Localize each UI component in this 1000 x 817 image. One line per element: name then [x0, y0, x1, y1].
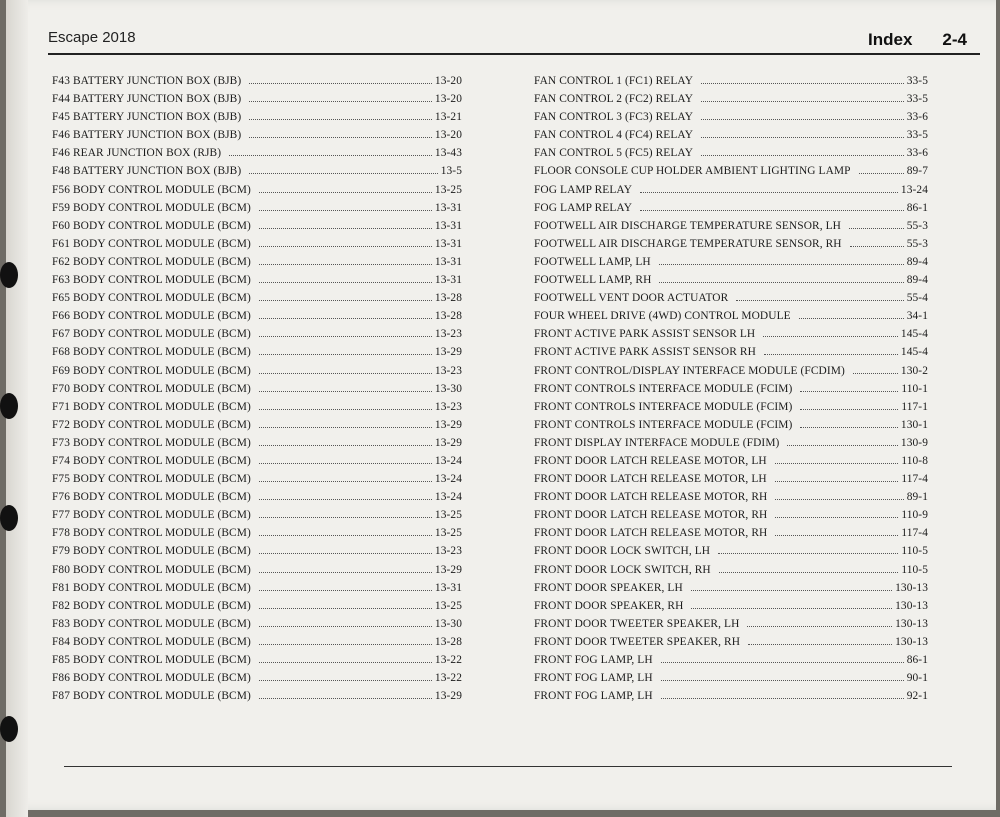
entry-name: F78 BODY CONTROL MODULE (BCM): [52, 527, 251, 540]
index-entry: [534, 509, 928, 527]
entry-name: FRONT DOOR LATCH RELEASE MOTOR, RH: [534, 509, 768, 522]
entry-page-ref: 13-24: [434, 454, 462, 467]
index-entry: [534, 111, 928, 129]
entry-page-ref: 117-4: [901, 527, 928, 540]
dot-leader: [259, 409, 432, 410]
index-entry: [534, 220, 928, 238]
index-entry: [534, 654, 928, 672]
entry-page-ref: 130-13: [895, 599, 928, 612]
entry-page-ref: 130-2: [900, 364, 928, 377]
dot-leader: [259, 463, 432, 464]
index-entry: [52, 75, 462, 93]
dot-leader: [259, 445, 432, 446]
entry-name: FRONT DOOR LOCK SWITCH, LH: [534, 545, 711, 558]
index-entry: [534, 401, 928, 419]
entry-name: FAN CONTROL 4 (FC4) RELAY: [534, 129, 694, 142]
entry-name: F70 BODY CONTROL MODULE (BCM): [52, 382, 251, 395]
dot-leader: [249, 119, 432, 120]
entry-name: FRONT DOOR LATCH RELEASE MOTOR, RH: [534, 491, 768, 504]
dot-leader: [775, 535, 898, 536]
binder-hole: [0, 393, 18, 419]
entry-page-ref: 13-24: [434, 491, 462, 504]
index-entry: [534, 383, 928, 401]
dot-leader: [259, 698, 432, 699]
dot-leader: [259, 300, 432, 301]
dot-leader: [259, 608, 432, 609]
dot-leader: [249, 137, 432, 138]
entry-page-ref: 110-5: [901, 563, 928, 576]
dot-leader: [249, 83, 432, 84]
entry-name: F67 BODY CONTROL MODULE (BCM): [52, 328, 251, 341]
entry-page-ref: 90-1: [906, 672, 928, 685]
dot-leader: [259, 318, 432, 319]
entry-page-ref: 13-29: [434, 436, 462, 449]
dot-leader: [859, 173, 904, 174]
entry-name: FAN CONTROL 3 (FC3) RELAY: [534, 111, 694, 124]
entry-page-ref: 110-1: [901, 382, 928, 395]
entry-page-ref: 13-31: [434, 581, 462, 594]
entry-name: F65 BODY CONTROL MODULE (BCM): [52, 292, 251, 305]
entry-page-ref: 13-30: [434, 617, 462, 630]
entry-name: FRONT FOG LAMP, LH: [534, 690, 653, 703]
index-entry: [52, 600, 462, 618]
entry-name: FRONT DOOR LOCK SWITCH, RH: [534, 563, 711, 576]
entry-page-ref: 110-5: [901, 545, 928, 558]
dot-leader: [661, 680, 904, 681]
entry-name: F73 BODY CONTROL MODULE (BCM): [52, 436, 251, 449]
entry-page-ref: 13-30: [434, 382, 462, 395]
dot-leader: [259, 228, 432, 229]
entry-page-ref: 110-8: [901, 454, 928, 467]
index-entry: [52, 636, 462, 654]
entry-page-ref: 13-29: [434, 563, 462, 576]
entry-name: F62 BODY CONTROL MODULE (BCM): [52, 255, 251, 268]
dot-leader: [259, 481, 432, 482]
index-entry: [52, 473, 462, 491]
entry-name: FRONT ACTIVE PARK ASSIST SENSOR RH: [534, 346, 756, 359]
index-entry: [52, 256, 462, 274]
index-entry: [52, 672, 462, 690]
entry-page-ref: 13-23: [434, 328, 462, 341]
entry-page-ref: 13-31: [434, 237, 462, 250]
index-entry: [534, 365, 928, 383]
section-title: Index: [868, 30, 913, 49]
index-entry: [534, 618, 928, 636]
entry-name: FRONT CONTROL/DISPLAY INTERFACE MODULE (FCDIM): [534, 364, 845, 377]
index-entry: [534, 202, 928, 220]
entry-page-ref: 13-28: [434, 292, 462, 305]
entry-name: F81 BODY CONTROL MODULE (BCM): [52, 581, 251, 594]
entry-page-ref: 13-20: [434, 129, 462, 142]
entry-page-ref: 130-13: [895, 635, 928, 648]
binder-hole: [0, 505, 18, 531]
index-entry: [52, 419, 462, 437]
entry-name: F69 BODY CONTROL MODULE (BCM): [52, 364, 251, 377]
dot-leader: [229, 155, 432, 156]
dot-leader: [799, 318, 904, 319]
entry-name: F59 BODY CONTROL MODULE (BCM): [52, 201, 251, 214]
entry-page-ref: 33-5: [906, 129, 928, 142]
index-entry: [534, 419, 928, 437]
entry-name: F60 BODY CONTROL MODULE (BCM): [52, 219, 251, 232]
dot-leader: [249, 101, 432, 102]
index-entry: [534, 582, 928, 600]
index-entry: [52, 437, 462, 455]
index-entry: [52, 93, 462, 111]
index-entry: [52, 564, 462, 582]
entry-page-ref: 130-1: [900, 418, 928, 431]
entry-page-ref: 13-31: [434, 201, 462, 214]
index-entry: [534, 292, 928, 310]
dot-leader: [259, 626, 432, 627]
entry-page-ref: 117-1: [901, 400, 928, 413]
entry-page-ref: 89-7: [906, 165, 928, 178]
dot-leader: [701, 101, 904, 102]
dot-leader: [701, 137, 904, 138]
entry-page-ref: 13-29: [434, 346, 462, 359]
index-entry: [534, 256, 928, 274]
entry-page-ref: 13-31: [434, 274, 462, 287]
index-entry: [534, 274, 928, 292]
index-entry: [52, 111, 462, 129]
dot-leader: [853, 373, 898, 374]
dot-leader: [259, 662, 432, 663]
entry-name: F85 BODY CONTROL MODULE (BCM): [52, 654, 251, 666]
index-entry: [534, 129, 928, 147]
index-entry: [52, 147, 462, 165]
dot-leader: [701, 119, 904, 120]
entry-page-ref: 13-25: [434, 599, 462, 612]
entry-name: FRONT CONTROLS INTERFACE MODULE (FCIM): [534, 382, 793, 395]
index-column-right: [534, 75, 928, 708]
index-entry: [52, 165, 462, 183]
index-entry: [534, 473, 928, 491]
dot-leader: [259, 210, 432, 211]
dot-leader: [259, 373, 432, 374]
index-entry: [534, 564, 928, 582]
dot-leader: [259, 282, 432, 283]
entry-name: F79 BODY CONTROL MODULE (BCM): [52, 545, 251, 558]
index-entry: [534, 491, 928, 509]
entry-page-ref: 145-4: [900, 346, 928, 359]
entry-page-ref: 13-25: [434, 183, 462, 196]
entry-name: FRONT DOOR TWEETER SPEAKER, LH: [534, 617, 740, 630]
index-entry: [534, 165, 928, 183]
entry-page-ref: 13-29: [434, 690, 462, 703]
entry-name: FOOTWELL AIR DISCHARGE TEMPERATURE SENSOR, RH: [534, 237, 842, 250]
entry-name: F56 BODY CONTROL MODULE (BCM): [52, 183, 251, 196]
footer-rule: [64, 766, 952, 767]
binder-hole: [0, 716, 18, 742]
entry-name: F63 BODY CONTROL MODULE (BCM): [52, 274, 251, 287]
dot-leader: [800, 391, 898, 392]
dot-leader: [259, 336, 432, 337]
entry-page-ref: 89-4: [906, 255, 928, 268]
dot-leader: [259, 192, 432, 193]
entry-name: F68 BODY CONTROL MODULE (BCM): [52, 346, 251, 359]
entry-page-ref: 33-6: [906, 111, 928, 124]
dot-leader: [259, 354, 432, 355]
dot-leader: [800, 409, 898, 410]
dot-leader: [259, 572, 432, 573]
entry-page-ref: 86-1: [906, 201, 928, 214]
entry-page-ref: 110-9: [901, 509, 928, 522]
index-entry: [52, 346, 462, 364]
index-entry: [534, 75, 928, 93]
dot-leader: [775, 499, 903, 500]
entry-page-ref: 86-1: [906, 654, 928, 666]
dot-leader: [736, 300, 903, 301]
entry-page-ref: 13-25: [434, 509, 462, 522]
index-entry: [52, 545, 462, 563]
index-entry: [52, 491, 462, 509]
entry-name: FRONT DOOR LATCH RELEASE MOTOR, RH: [534, 527, 768, 540]
index-entry: [534, 437, 928, 455]
dot-leader: [259, 264, 432, 265]
index-entry: [534, 636, 928, 654]
entry-name: FOOTWELL LAMP, RH: [534, 274, 652, 287]
entry-name: FOG LAMP RELAY: [534, 201, 633, 214]
entry-page-ref: 130-13: [895, 617, 928, 630]
entry-page-ref: 33-5: [906, 93, 928, 106]
entry-name: FRONT DOOR LATCH RELEASE MOTOR, LH: [534, 454, 767, 467]
page-number: 2-4: [942, 30, 967, 49]
dot-leader: [691, 608, 892, 609]
dot-leader: [718, 553, 898, 554]
entry-page-ref: 130-13: [895, 581, 928, 594]
entry-page-ref: 55-4: [906, 292, 928, 305]
entry-name: FAN CONTROL 2 (FC2) RELAY: [534, 93, 694, 106]
index-entry: [534, 600, 928, 618]
entry-page-ref: 33-5: [906, 75, 928, 87]
entry-name: FRONT ACTIVE PARK ASSIST SENSOR LH: [534, 328, 756, 341]
dot-leader: [259, 499, 432, 500]
dot-leader: [849, 228, 904, 229]
index-entry: [534, 184, 928, 202]
dot-leader: [640, 192, 898, 193]
entry-name: FRONT FOG LAMP, LH: [534, 672, 653, 685]
entry-name: F84 BODY CONTROL MODULE (BCM): [52, 635, 251, 648]
entry-name: F72 BODY CONTROL MODULE (BCM): [52, 418, 251, 431]
dot-leader: [691, 590, 892, 591]
index-entry: [534, 93, 928, 111]
index-entry: [52, 582, 462, 600]
dot-leader: [763, 336, 898, 337]
entry-name: F74 BODY CONTROL MODULE (BCM): [52, 454, 251, 467]
dot-leader: [800, 427, 898, 428]
entry-page-ref: 13-29: [434, 418, 462, 431]
index-entry: [534, 672, 928, 690]
index-entry: [534, 328, 928, 346]
dot-leader: [775, 463, 899, 464]
entry-page-ref: 33-6: [906, 147, 928, 160]
index-entry: [534, 527, 928, 545]
header-rule: [48, 53, 980, 55]
dot-leader: [764, 354, 898, 355]
entry-name: FOOTWELL LAMP, LH: [534, 255, 651, 268]
index-entry: [52, 527, 462, 545]
entry-name: F44 BATTERY JUNCTION BOX (BJB): [52, 93, 242, 106]
entry-name: F45 BATTERY JUNCTION BOX (BJB): [52, 111, 242, 124]
entry-name: F75 BODY CONTROL MODULE (BCM): [52, 473, 251, 486]
dot-leader: [719, 572, 899, 573]
dot-leader: [259, 391, 432, 392]
entry-name: FLOOR CONSOLE CUP HOLDER AMBIENT LIGHTING LAMP: [534, 165, 851, 178]
dot-leader: [259, 590, 432, 591]
entry-page-ref: 13-24: [434, 473, 462, 486]
entry-page-ref: 13-25: [434, 527, 462, 540]
index-entry: [52, 238, 462, 256]
dot-leader: [259, 427, 432, 428]
entry-name: FRONT DOOR LATCH RELEASE MOTOR, LH: [534, 473, 767, 486]
entry-page-ref: 92-1: [906, 690, 928, 703]
entry-name: F61 BODY CONTROL MODULE (BCM): [52, 237, 251, 250]
entry-name: F77 BODY CONTROL MODULE (BCM): [52, 509, 251, 522]
entry-name: FRONT CONTROLS INTERFACE MODULE (FCIM): [534, 418, 793, 431]
entry-name: FRONT DOOR TWEETER SPEAKER, RH: [534, 635, 741, 648]
entry-page-ref: 13-24: [900, 183, 928, 196]
entry-name: F76 BODY CONTROL MODULE (BCM): [52, 491, 251, 504]
dot-leader: [659, 282, 903, 283]
index-entry: [52, 455, 462, 473]
entry-name: FRONT DOOR SPEAKER, RH: [534, 599, 684, 612]
index-entry: [52, 274, 462, 292]
entry-page-ref: 55-3: [906, 219, 928, 232]
entry-page-ref: 55-3: [906, 237, 928, 250]
entry-page-ref: 13-23: [434, 364, 462, 377]
index-entry: [52, 202, 462, 220]
index-column-left: [52, 75, 462, 708]
entry-page-ref: 13-20: [434, 93, 462, 106]
page-header-right: [868, 30, 967, 50]
entry-page-ref: 145-4: [900, 328, 928, 341]
entry-page-ref: 130-9: [900, 436, 928, 449]
entry-name: FRONT CONTROLS INTERFACE MODULE (FCIM): [534, 400, 793, 413]
manual-page: [6, 0, 996, 810]
entry-name: FOOTWELL VENT DOOR ACTUATOR: [534, 292, 729, 305]
document-title: Escape 2018: [48, 29, 136, 46]
entry-name: F48 BATTERY JUNCTION BOX (BJB): [52, 165, 242, 178]
entry-name: FRONT DOOR SPEAKER, LH: [534, 581, 683, 594]
binder-hole: [0, 262, 18, 288]
entry-page-ref: 117-4: [901, 473, 928, 486]
entry-page-ref: 13-22: [434, 654, 462, 666]
entry-page-ref: 13-28: [434, 310, 462, 323]
entry-page-ref: 89-4: [906, 274, 928, 287]
dot-leader: [259, 644, 432, 645]
dot-leader: [259, 535, 432, 536]
dot-leader: [850, 246, 904, 247]
dot-leader: [659, 264, 904, 265]
index-entry: [534, 346, 928, 364]
dot-leader: [748, 644, 892, 645]
index-entry: [534, 310, 928, 328]
dot-leader: [259, 246, 432, 247]
index-entry: [52, 654, 462, 672]
index-entry: [52, 365, 462, 383]
entry-name: FRONT DISPLAY INTERFACE MODULE (FDIM): [534, 436, 780, 449]
index-entry: [52, 220, 462, 238]
dot-leader: [775, 481, 899, 482]
entry-name: FOOTWELL AIR DISCHARGE TEMPERATURE SENSOR, LH: [534, 219, 841, 232]
index-entry: [534, 147, 928, 165]
index-entry: [52, 690, 462, 708]
dot-leader: [701, 83, 904, 84]
entry-page-ref: 13-22: [434, 672, 462, 685]
entry-page-ref: 13-28: [434, 635, 462, 648]
dot-leader: [259, 517, 432, 518]
dot-leader: [775, 517, 898, 518]
dot-leader: [747, 626, 892, 627]
entry-name: FAN CONTROL 5 (FC5) RELAY: [534, 147, 694, 160]
index-entry: [534, 455, 928, 473]
dot-leader: [787, 445, 897, 446]
entry-name: F43 BATTERY JUNCTION BOX (BJB): [52, 75, 242, 87]
entry-name: F66 BODY CONTROL MODULE (BCM): [52, 310, 251, 323]
index-entry: [52, 618, 462, 636]
dot-leader: [249, 173, 437, 174]
dot-leader: [259, 680, 432, 681]
index-entry: [52, 509, 462, 527]
entry-page-ref: 13-5: [440, 165, 462, 178]
index-entry: [52, 328, 462, 346]
entry-name: F46 REAR JUNCTION BOX (RJB): [52, 147, 222, 160]
entry-name: F87 BODY CONTROL MODULE (BCM): [52, 690, 251, 703]
entry-name: F46 BATTERY JUNCTION BOX (BJB): [52, 129, 242, 142]
dot-leader: [701, 155, 904, 156]
entry-page-ref: 34-1: [906, 310, 928, 323]
dot-leader: [661, 698, 904, 699]
entry-name: F71 BODY CONTROL MODULE (BCM): [52, 400, 251, 413]
entry-name: FOG LAMP RELAY: [534, 183, 633, 196]
entry-page-ref: 13-31: [434, 219, 462, 232]
entry-page-ref: 13-23: [434, 545, 462, 558]
index-entry: [52, 184, 462, 202]
entry-name: FRONT FOG LAMP, LH: [534, 654, 653, 666]
entry-page-ref: 89-1: [906, 491, 928, 504]
dot-leader: [259, 553, 432, 554]
index-entry: [52, 383, 462, 401]
index-entry: [52, 292, 462, 310]
index-entry: [52, 310, 462, 328]
index-entry: [534, 690, 928, 708]
dot-leader: [640, 210, 904, 211]
entry-name: F82 BODY CONTROL MODULE (BCM): [52, 599, 251, 612]
entry-page-ref: 13-31: [434, 255, 462, 268]
index-entry: [52, 129, 462, 147]
dot-leader: [661, 662, 904, 663]
index-entry: [52, 401, 462, 419]
entry-page-ref: 13-43: [434, 147, 462, 160]
entry-name: FOUR WHEEL DRIVE (4WD) CONTROL MODULE: [534, 310, 791, 323]
entry-page-ref: 13-21: [434, 111, 462, 124]
entry-page-ref: 13-20: [434, 75, 462, 87]
entry-name: FAN CONTROL 1 (FC1) RELAY: [534, 75, 694, 87]
entry-page-ref: 13-23: [434, 400, 462, 413]
entry-name: F83 BODY CONTROL MODULE (BCM): [52, 617, 251, 630]
entry-name: F80 BODY CONTROL MODULE (BCM): [52, 563, 251, 576]
index-entry: [534, 238, 928, 256]
index-entry: [534, 545, 928, 563]
entry-name: F86 BODY CONTROL MODULE (BCM): [52, 672, 251, 685]
